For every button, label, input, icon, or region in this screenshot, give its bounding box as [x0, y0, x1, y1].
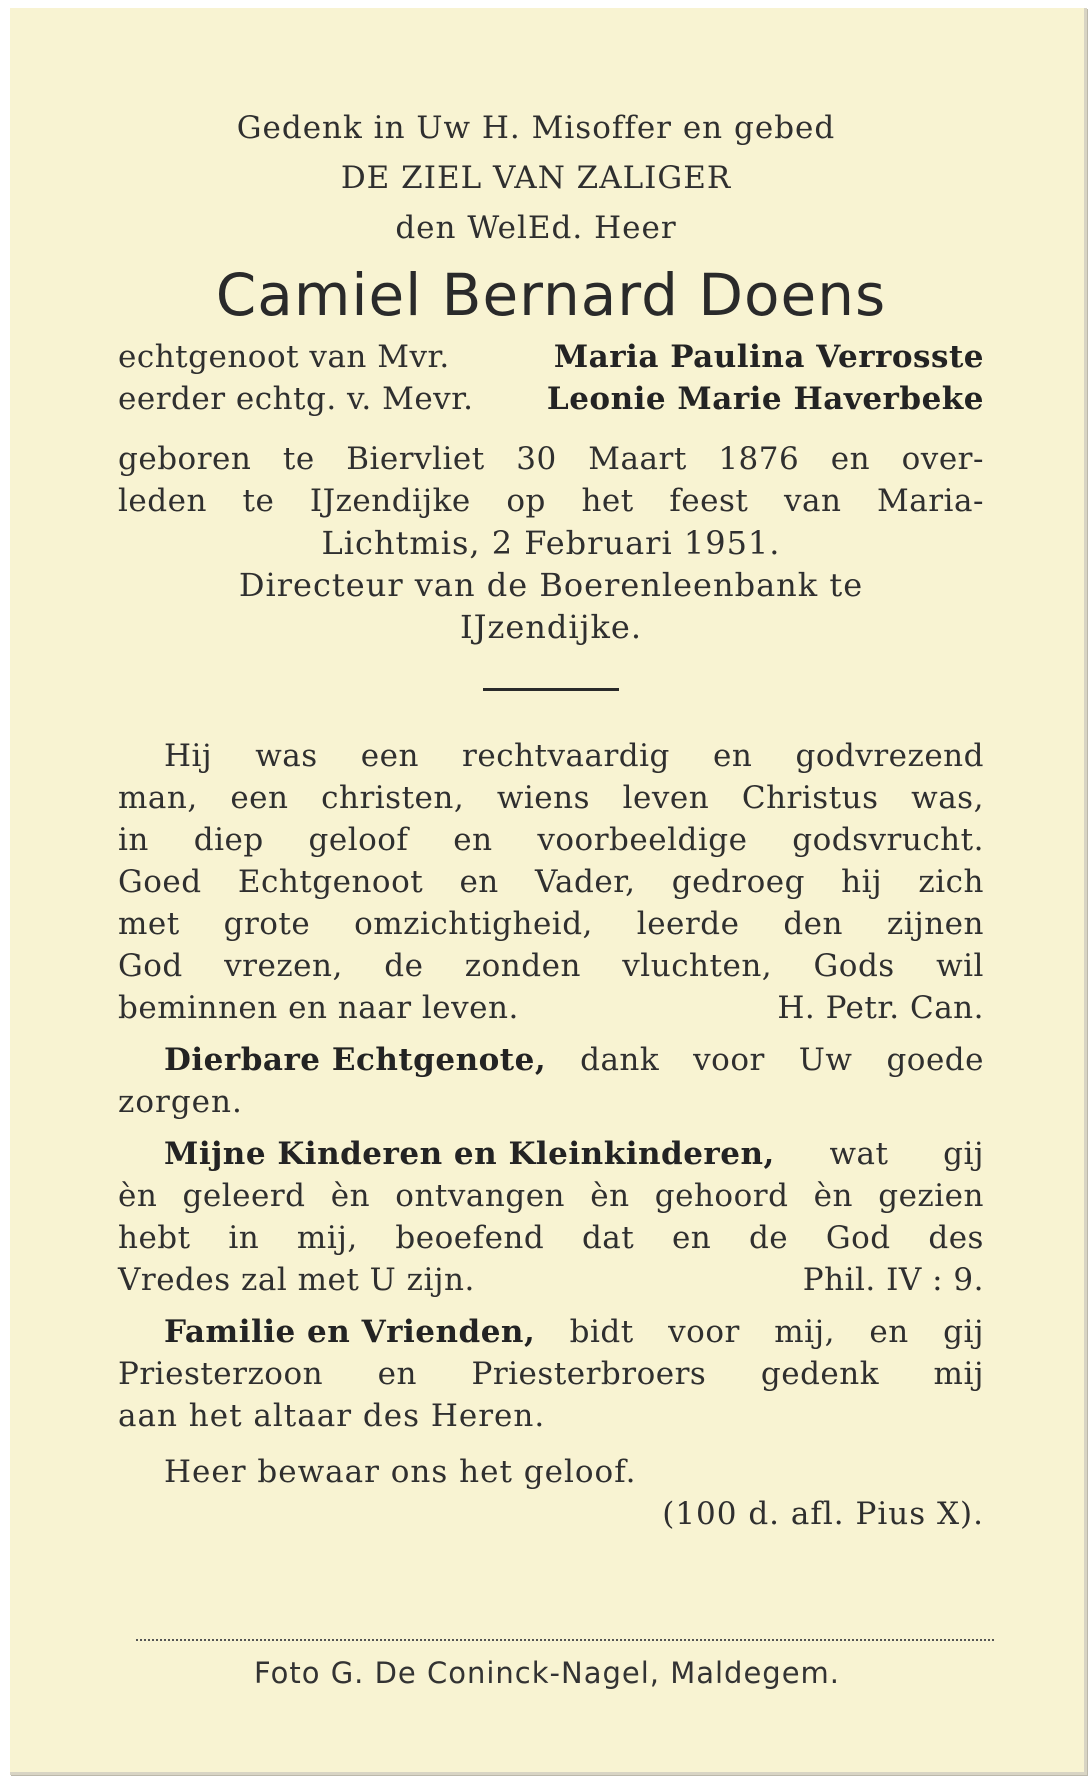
children-word: dat	[581, 1220, 635, 1256]
quote-word: en	[713, 738, 753, 774]
quote-word: hij	[841, 864, 883, 900]
quote-peter-source: H. Petr. Can.	[777, 990, 984, 1026]
family-word: mij	[933, 1356, 984, 1392]
spouse-line-1	[118, 336, 984, 378]
quote-word: vrezen,	[224, 948, 343, 984]
quote-peter-last-line	[118, 987, 984, 1029]
bio-word: en	[830, 441, 871, 477]
quote-word: godsvrucht.	[792, 822, 984, 858]
quote-word: de	[384, 948, 424, 984]
children-word: gezien	[878, 1178, 984, 1214]
family-word: Priesterzoon	[118, 1356, 324, 1392]
header-line-1: Gedenk in Uw H. Misoffer en gebed	[236, 110, 836, 146]
family-word: en	[377, 1356, 417, 1392]
quote-word: grote	[223, 906, 311, 942]
quote-word: leerde	[636, 906, 740, 942]
quote-peter-line	[118, 819, 984, 861]
family-paragraph	[118, 1311, 984, 1437]
bio-word: van	[783, 483, 842, 519]
quote-word: rechtvaardig	[462, 738, 670, 774]
children-word: mij,	[296, 1220, 358, 1256]
bio-word: 30	[516, 441, 557, 477]
quote-word: wiens	[496, 780, 591, 816]
wife-line-1	[118, 1039, 984, 1081]
dotted-separator	[136, 1639, 994, 1641]
children-word: gehoord	[654, 1178, 789, 1214]
children-line-1	[118, 1133, 984, 1175]
quote-word: Vader,	[535, 864, 636, 900]
quote-word: den	[783, 906, 843, 942]
card-text	[118, 108, 984, 1535]
divider-rule	[483, 688, 619, 691]
bio-line-4: Directeur van de Boerenleenbank te	[238, 566, 864, 604]
header-line-2: DE ZIEL VAN ZALIGER	[340, 160, 732, 196]
memorial-card	[10, 8, 1087, 1775]
children-source: Phil. IV : 9.	[802, 1262, 984, 1298]
quote-word: was,	[911, 780, 984, 816]
children-word: gij	[943, 1136, 984, 1172]
quote-word: zijnen	[886, 906, 984, 942]
wife-salutation: Dierbare Echtgenote,	[164, 1042, 547, 1078]
bio-word: het	[581, 483, 634, 519]
bio-word: te	[242, 483, 275, 519]
children-word: des	[928, 1220, 984, 1256]
quote-word: Gods	[813, 948, 895, 984]
children-word: en	[671, 1220, 712, 1256]
children-word: èn	[590, 1178, 630, 1214]
quote-word: leven	[622, 780, 710, 816]
bio-word: te	[282, 441, 315, 477]
quote-peter-text: beminnen en naar leven.	[118, 990, 519, 1026]
prayer-line-2: (100 d. afl. Pius X).	[662, 1496, 984, 1532]
quote-word: christen,	[321, 780, 465, 816]
quote-word: omzichtigheid,	[354, 906, 593, 942]
quote-word: vluchten,	[622, 948, 773, 984]
wife-word: dank	[580, 1042, 660, 1078]
quote-word: was	[255, 738, 318, 774]
spouse-line-2-prefix: eerder echtg. v. Mevr.	[118, 381, 474, 417]
quote-word: God	[118, 948, 183, 984]
quote-peter-line	[118, 945, 984, 987]
bio-word: Maart	[588, 441, 687, 477]
quote-peter-line	[118, 903, 984, 945]
quote-word: voorbeeldige	[537, 822, 748, 858]
quote-word: een	[360, 738, 419, 774]
quote-word: wil	[936, 948, 984, 984]
quote-word: in	[118, 822, 149, 858]
spouse-1-name: Maria Paulina Verrosste	[553, 339, 984, 375]
bio-word: 1876	[718, 441, 800, 477]
quote-peter-line	[118, 777, 984, 819]
wife-word: voor	[693, 1042, 765, 1078]
bio-word: Maria-	[877, 483, 984, 519]
bio-word: IJzendijke	[309, 483, 471, 519]
children-salutation: Mijne Kinderen en Kleinkinderen,	[164, 1136, 775, 1172]
deceased-name: Camiel Bernard Doens	[215, 261, 887, 329]
quote-word: zonden	[464, 948, 581, 984]
children-word: wat	[829, 1136, 889, 1172]
spouse-line-1-prefix: echtgenoot van Mvr.	[118, 339, 450, 375]
children-word: God	[825, 1220, 891, 1256]
photo-credit: Foto G. De Coninck-Nagel, Maldegem.	[253, 1656, 841, 1690]
bio-word: over-	[901, 441, 984, 477]
children-word: èn	[813, 1178, 853, 1214]
children-word: in	[228, 1220, 260, 1256]
quote-word: Christus	[741, 780, 879, 816]
quote-word: Hij	[164, 738, 213, 774]
quote-peter-line	[118, 861, 984, 903]
bio-word: leden	[118, 483, 207, 519]
family-word: gij	[943, 1314, 984, 1350]
bio-line-2	[118, 480, 984, 522]
bio-word: feest	[669, 483, 749, 519]
quote-peter-line	[118, 735, 984, 777]
children-paragraph	[118, 1133, 984, 1301]
wife-paragraph	[118, 1039, 984, 1123]
quote-word: Echtgenoot	[237, 864, 424, 900]
children-last-line	[118, 1259, 984, 1301]
quote-peter	[118, 735, 984, 1029]
quote-word: een	[230, 780, 289, 816]
quote-word: met	[118, 906, 180, 942]
wife-word: goede	[886, 1042, 984, 1078]
quote-word: man,	[118, 780, 198, 816]
prayer-line-1: Heer bewaar ons het geloof.	[164, 1454, 637, 1490]
family-word: en	[869, 1314, 909, 1350]
quote-word: diep	[193, 822, 264, 858]
quote-word: zich	[918, 864, 984, 900]
wife-word: Uw	[798, 1042, 853, 1078]
family-word: Priesterbroers	[471, 1356, 707, 1392]
family-line-3: aan het altaar des Heren.	[118, 1398, 546, 1434]
children-line	[118, 1217, 984, 1259]
quote-word: godvrezend	[795, 738, 984, 774]
wife-line-2: zorgen.	[118, 1084, 243, 1120]
family-word: bidt	[569, 1314, 634, 1350]
spouse-line-2	[118, 378, 984, 420]
family-word: gedenk	[760, 1356, 880, 1392]
bio-line-3: Lichtmis, 2 Februari 1951.	[321, 524, 781, 562]
header-line-3: den WelEd. Heer	[395, 210, 677, 246]
children-line	[118, 1175, 984, 1217]
quote-word: en	[459, 864, 499, 900]
family-salutation: Familie en Vrienden,	[164, 1314, 536, 1350]
bio-word: op	[506, 483, 546, 519]
quote-word: en	[453, 822, 493, 858]
children-word: ontvangen	[395, 1178, 565, 1214]
bio-word: Biervliet	[346, 441, 485, 477]
spouse-2-name: Leonie Marie Haverbeke	[546, 381, 984, 417]
bio-line-1	[118, 438, 984, 480]
children-word: èn	[118, 1178, 158, 1214]
quote-word: geloof	[308, 822, 409, 858]
children-text: Vredes zal met U zijn.	[118, 1262, 475, 1298]
family-line-1	[118, 1311, 984, 1353]
family-word: mij,	[774, 1314, 835, 1350]
bio-word: geboren	[118, 441, 252, 477]
family-line-2	[118, 1353, 984, 1395]
children-word: hebt	[118, 1220, 191, 1256]
children-word: beoefend	[395, 1220, 545, 1256]
quote-word: Goed	[118, 864, 202, 900]
bio-line-5: IJzendijke.	[459, 608, 642, 646]
quote-word: gedroeg	[671, 864, 805, 900]
children-word: èn	[330, 1178, 371, 1214]
children-word: de	[748, 1220, 789, 1256]
children-word: geleerd	[182, 1178, 306, 1214]
family-word: voor	[668, 1314, 740, 1350]
